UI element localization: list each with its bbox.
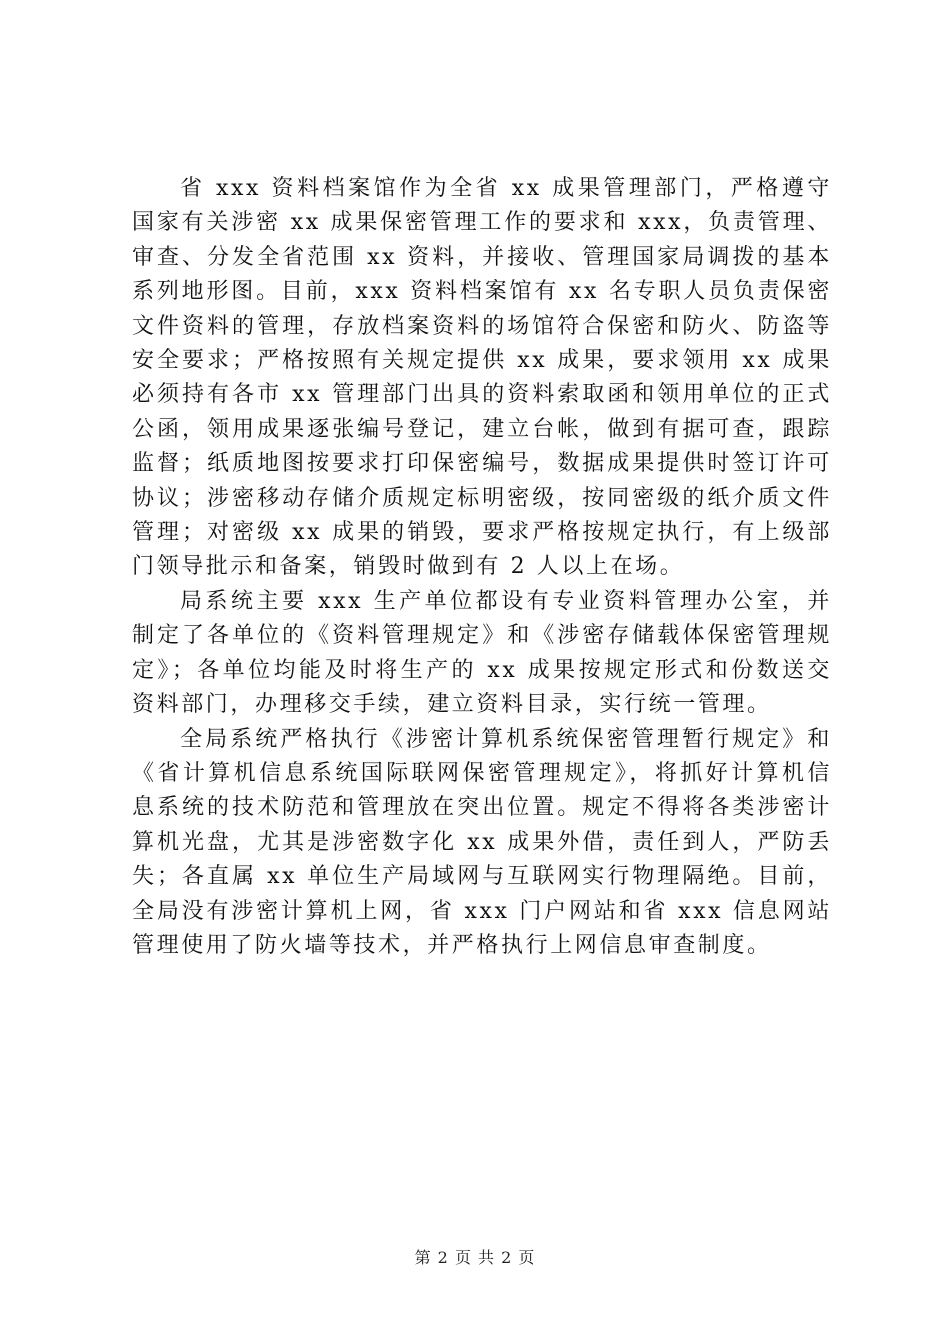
paragraph-computer-security: 全局系统严格执行《涉密计算机系统保密管理暂行规定》和《省计算机信息系统国际联网保密管理规定》，将抓好计算机信息系统的技术防范和管理放在突出位置。规定不得将各类涉密计算机光盘，尤其是涉密数字化 xx 成果外借，责任到人，严防丢失；各直属 xx 单位生产局域网与互联网实行物理隔绝。目前，全局没有涉密计算机上网，省 xxx 门户网站和省 xxx 信息网站管理使用了防火墙等技术，并严格执行上网信息审查制度。 [132, 726, 832, 958]
page-footer: 第 2 页 共 2 页 [414, 1248, 536, 1267]
paragraph-archive-management: 省 xxx 资料档案馆作为全省 xx 成果管理部门，严格遵守国家有关涉密 xx 成果保密管理工作的要求和 xxx，负责管理、审查、分发全省范围 xx 资料，并接收、管理国家局调拨的基本系列地形图。目前，xxx 资料档案馆有 xx 名专职人员负责保密文件资料的管理，存放档案资料的场馆符合保密和防火、防盗等安全要求；严格按照有关规定提供 xx 成果，要求领用 xx 成果必须持有各市 xx 管理部门出具的资料索取函和领用单位的正式公函，领用成果逐张编号登记，建立台帐，做到有据可查，跟踪监督；纸质地图按要求打印保密编号，数据成果提供时签订许可协议；涉密移动存储介质规定标明密级，按同密级的纸介质文件管理；对密级 xx 成果的销毁，要求严格按规定执行，有上级部门领导批示和备案，销毁时做到有 2 人以上在场。 [132, 176, 832, 580]
document-body [132, 172, 832, 963]
paragraph-production-units: 局系统主要 xxx 生产单位都设有专业资料管理办公室，并制定了各单位的《资料管理规定》和《涉密存储载体保密管理规定》；各单位均能及时将生产的 xx 成果按规定形式和份数送交资料部门，办理移交手续，建立资料目录，实行统一管理。 [132, 588, 832, 718]
